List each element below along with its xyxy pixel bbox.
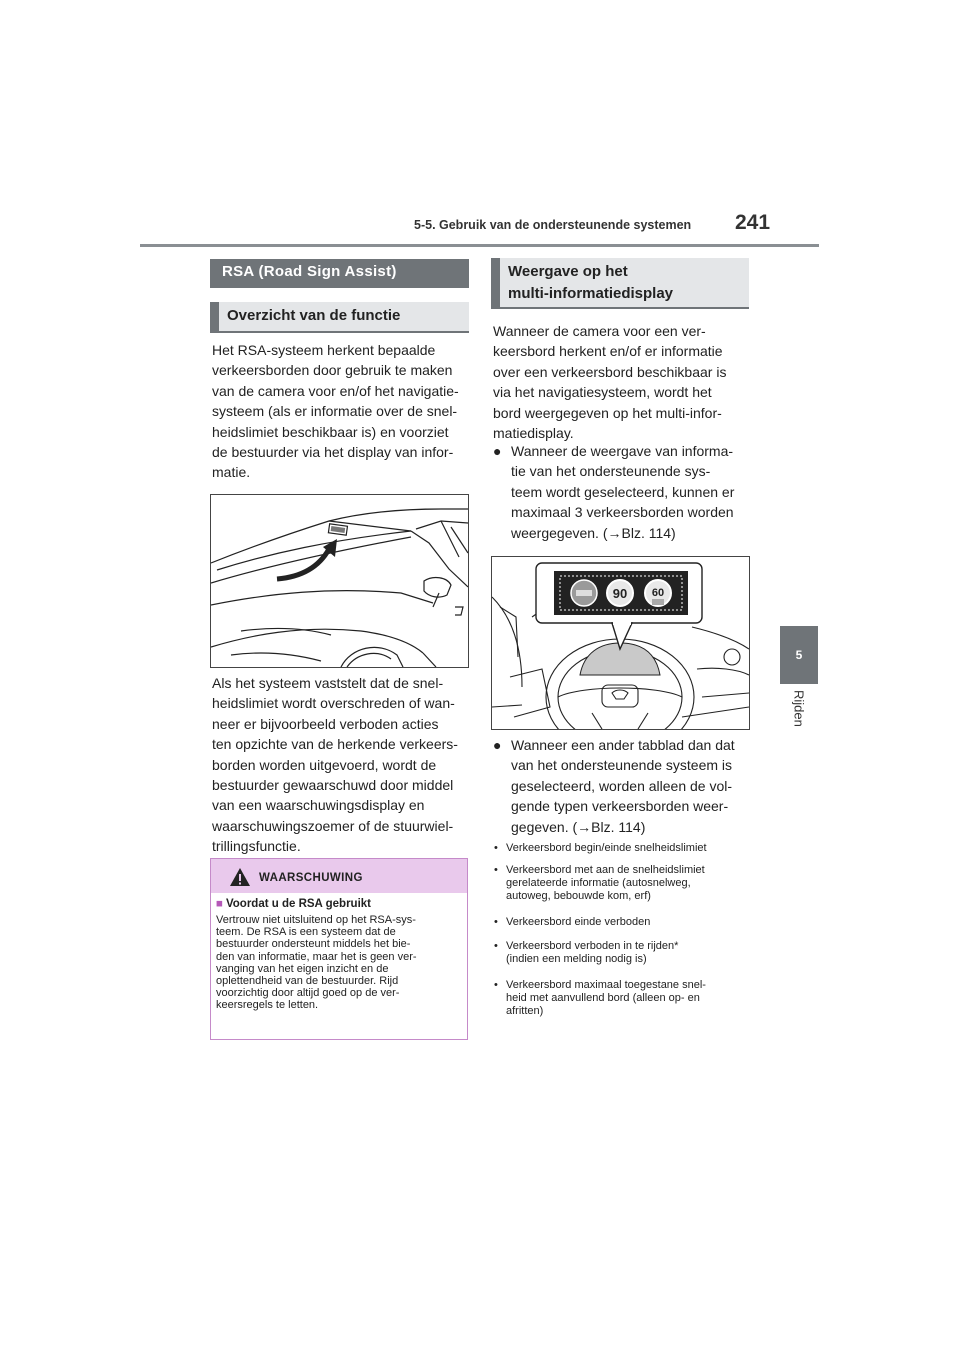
text-line: gende typen verkeersborden weer-	[511, 798, 729, 815]
text-line: vanging van het eigen inzicht en de	[216, 962, 389, 975]
text-line: Het RSA-systeem herkent bepaalde	[212, 342, 436, 358]
text-line: borden worden uitgevoerd, wordt de	[212, 756, 437, 773]
subheading-overview: Overzicht van de functie	[210, 302, 469, 333]
text-line: afritten)	[506, 1005, 544, 1018]
warning-subtitle	[216, 898, 371, 910]
sign-type-item	[493, 842, 751, 855]
small-bullet-icon: •	[494, 916, 498, 928]
page-number: 241	[735, 211, 771, 234]
text-line: Als het systeem vaststelt dat de snel-	[212, 675, 444, 691]
text-line: multi-informatiedisplay	[508, 285, 674, 302]
text-line: van een waarschuwingsdisplay en	[212, 797, 425, 814]
sign-type-item	[493, 979, 751, 1019]
sign-type-item	[493, 864, 751, 904]
warning-title: WAARSCHUWING	[259, 872, 363, 884]
text-line: van het ondersteunende systeem is	[511, 757, 733, 774]
chapter-tab: 5	[780, 626, 818, 684]
bullet-dot-icon: ●	[493, 737, 502, 753]
text-line: Wanneer de camera voor een ver-	[493, 323, 706, 339]
text-line: van de camera voor en/of het navigatie-	[212, 382, 459, 399]
windshield-camera-illustration	[210, 494, 469, 668]
chapter-label: Rijden	[791, 690, 807, 727]
text-line: bord weergegeven op het multi-infor-	[493, 404, 722, 421]
sign-type-item	[493, 940, 751, 966]
paragraph-display	[493, 321, 751, 443]
text-line: den van informatie, maar het is geen ver-	[216, 950, 417, 963]
text-line: neer er bijvoorbeeld verboden acties	[212, 715, 439, 732]
text-line: oplettendheid van de bestuurder. Rijd	[216, 975, 399, 988]
text-line: Weergave op het	[508, 263, 628, 280]
paragraph-intro	[212, 340, 470, 483]
text-line: heidslimiet beschikbaar is) en voorziet	[212, 423, 449, 440]
section-heading-rsa: RSA (Road Sign Assist)	[210, 259, 469, 288]
text-line: Verkeersbord met aan de snelheidslimiet	[506, 864, 705, 876]
text-line: waarschuwingszoemer of de stuurwiel-	[212, 817, 454, 834]
text-line: verkeersborden door gebruik te maken	[212, 362, 453, 379]
sign-type-item	[493, 916, 751, 929]
text-line: via het navigatiesysteem, wordt het	[493, 384, 712, 401]
text-line: heid met aanvullend bord (alleen op- en	[506, 992, 700, 1005]
text-line: autoweg, bebouwde kom, erf)	[506, 890, 651, 903]
text-line: bestuurder ondersteunt middels het bie-	[216, 938, 411, 951]
subheading-display	[491, 258, 749, 309]
small-bullet-icon: •	[494, 979, 498, 991]
small-bullet-icon: •	[494, 842, 498, 854]
header-rule	[140, 244, 819, 247]
text-line: de bestuurder via het display van infor-	[212, 444, 454, 461]
text-line: trillingsfunctie.	[212, 838, 301, 855]
text-line: matiedisplay.	[493, 425, 574, 442]
paragraph-warning-behaviour	[212, 673, 470, 857]
text-line: teem. De RSA is een systeem dat de	[216, 926, 396, 939]
bullet-item	[493, 441, 753, 543]
text-line: over een verkeersbord beschikbaar is	[493, 363, 727, 380]
text-line: heidslimiet wordt overschreden of wan-	[212, 695, 455, 712]
text-line: keersregels te letten.	[216, 999, 319, 1012]
text-line: (indien een melding nodig is)	[506, 953, 647, 966]
multi-information-display-illustration	[491, 556, 750, 730]
text-line: systeem (als er informatie over de snel-	[212, 403, 458, 420]
text-line: Vertrouw niet uitsluitend op het RSA-sys-	[216, 914, 416, 926]
text-line: Wanneer de weergave van informa-	[511, 443, 734, 459]
text-line: gerelateerde informatie (autosnelweg,	[506, 877, 691, 890]
bullet-dot-icon: ●	[493, 443, 502, 459]
small-bullet-icon: •	[494, 864, 498, 876]
text-line: weergegeven. (→Blz. 114)	[511, 524, 676, 541]
speed-sign-60: 60	[651, 587, 665, 599]
speed-sign-90: 90	[612, 586, 628, 601]
text-line: matie.	[212, 464, 251, 481]
text-line: tie van het ondersteunende sys-	[511, 463, 711, 480]
text-line: voorzichtig door altijd goed op de ver-	[216, 987, 400, 1000]
square-bullet-icon: ■	[216, 898, 223, 910]
small-bullet-icon: •	[494, 940, 498, 952]
text-line: Verkeersbord maximaal toegestane snel-	[506, 979, 706, 991]
bullet-item	[493, 735, 753, 837]
text-line: gegeven. (→Blz. 114)	[511, 818, 646, 835]
text-line: geselecteerd, worden alleen de vol-	[511, 777, 733, 794]
text-line: teem wordt geselecteerd, kunnen er	[511, 483, 735, 500]
text-line: maximaal 3 verkeersborden worden	[511, 504, 734, 521]
warning-text	[216, 914, 462, 1012]
warning-triangle-icon	[229, 867, 251, 887]
text-line: Verkeersbord verboden in te rijden*	[506, 940, 679, 952]
section-title: 5-5. Gebruik van de ondersteunende systemen	[414, 218, 692, 232]
text-line: Verkeersbord begin/einde snelheidslimiet	[506, 842, 707, 854]
warning-box	[210, 858, 468, 1040]
text-line: Verkeersbord einde verboden	[506, 916, 651, 928]
text-line: ten opzichte van de herkende verkeers-	[212, 736, 458, 753]
text-line: bestuurder gewaarschuwd door middel	[212, 777, 454, 794]
text-line: keersbord herkent en/of er informatie	[493, 343, 723, 360]
text-line: Wanneer een ander tabblad dan dat	[511, 737, 735, 753]
warning-subtitle-text: Voordat u de RSA gebruikt	[225, 898, 371, 910]
